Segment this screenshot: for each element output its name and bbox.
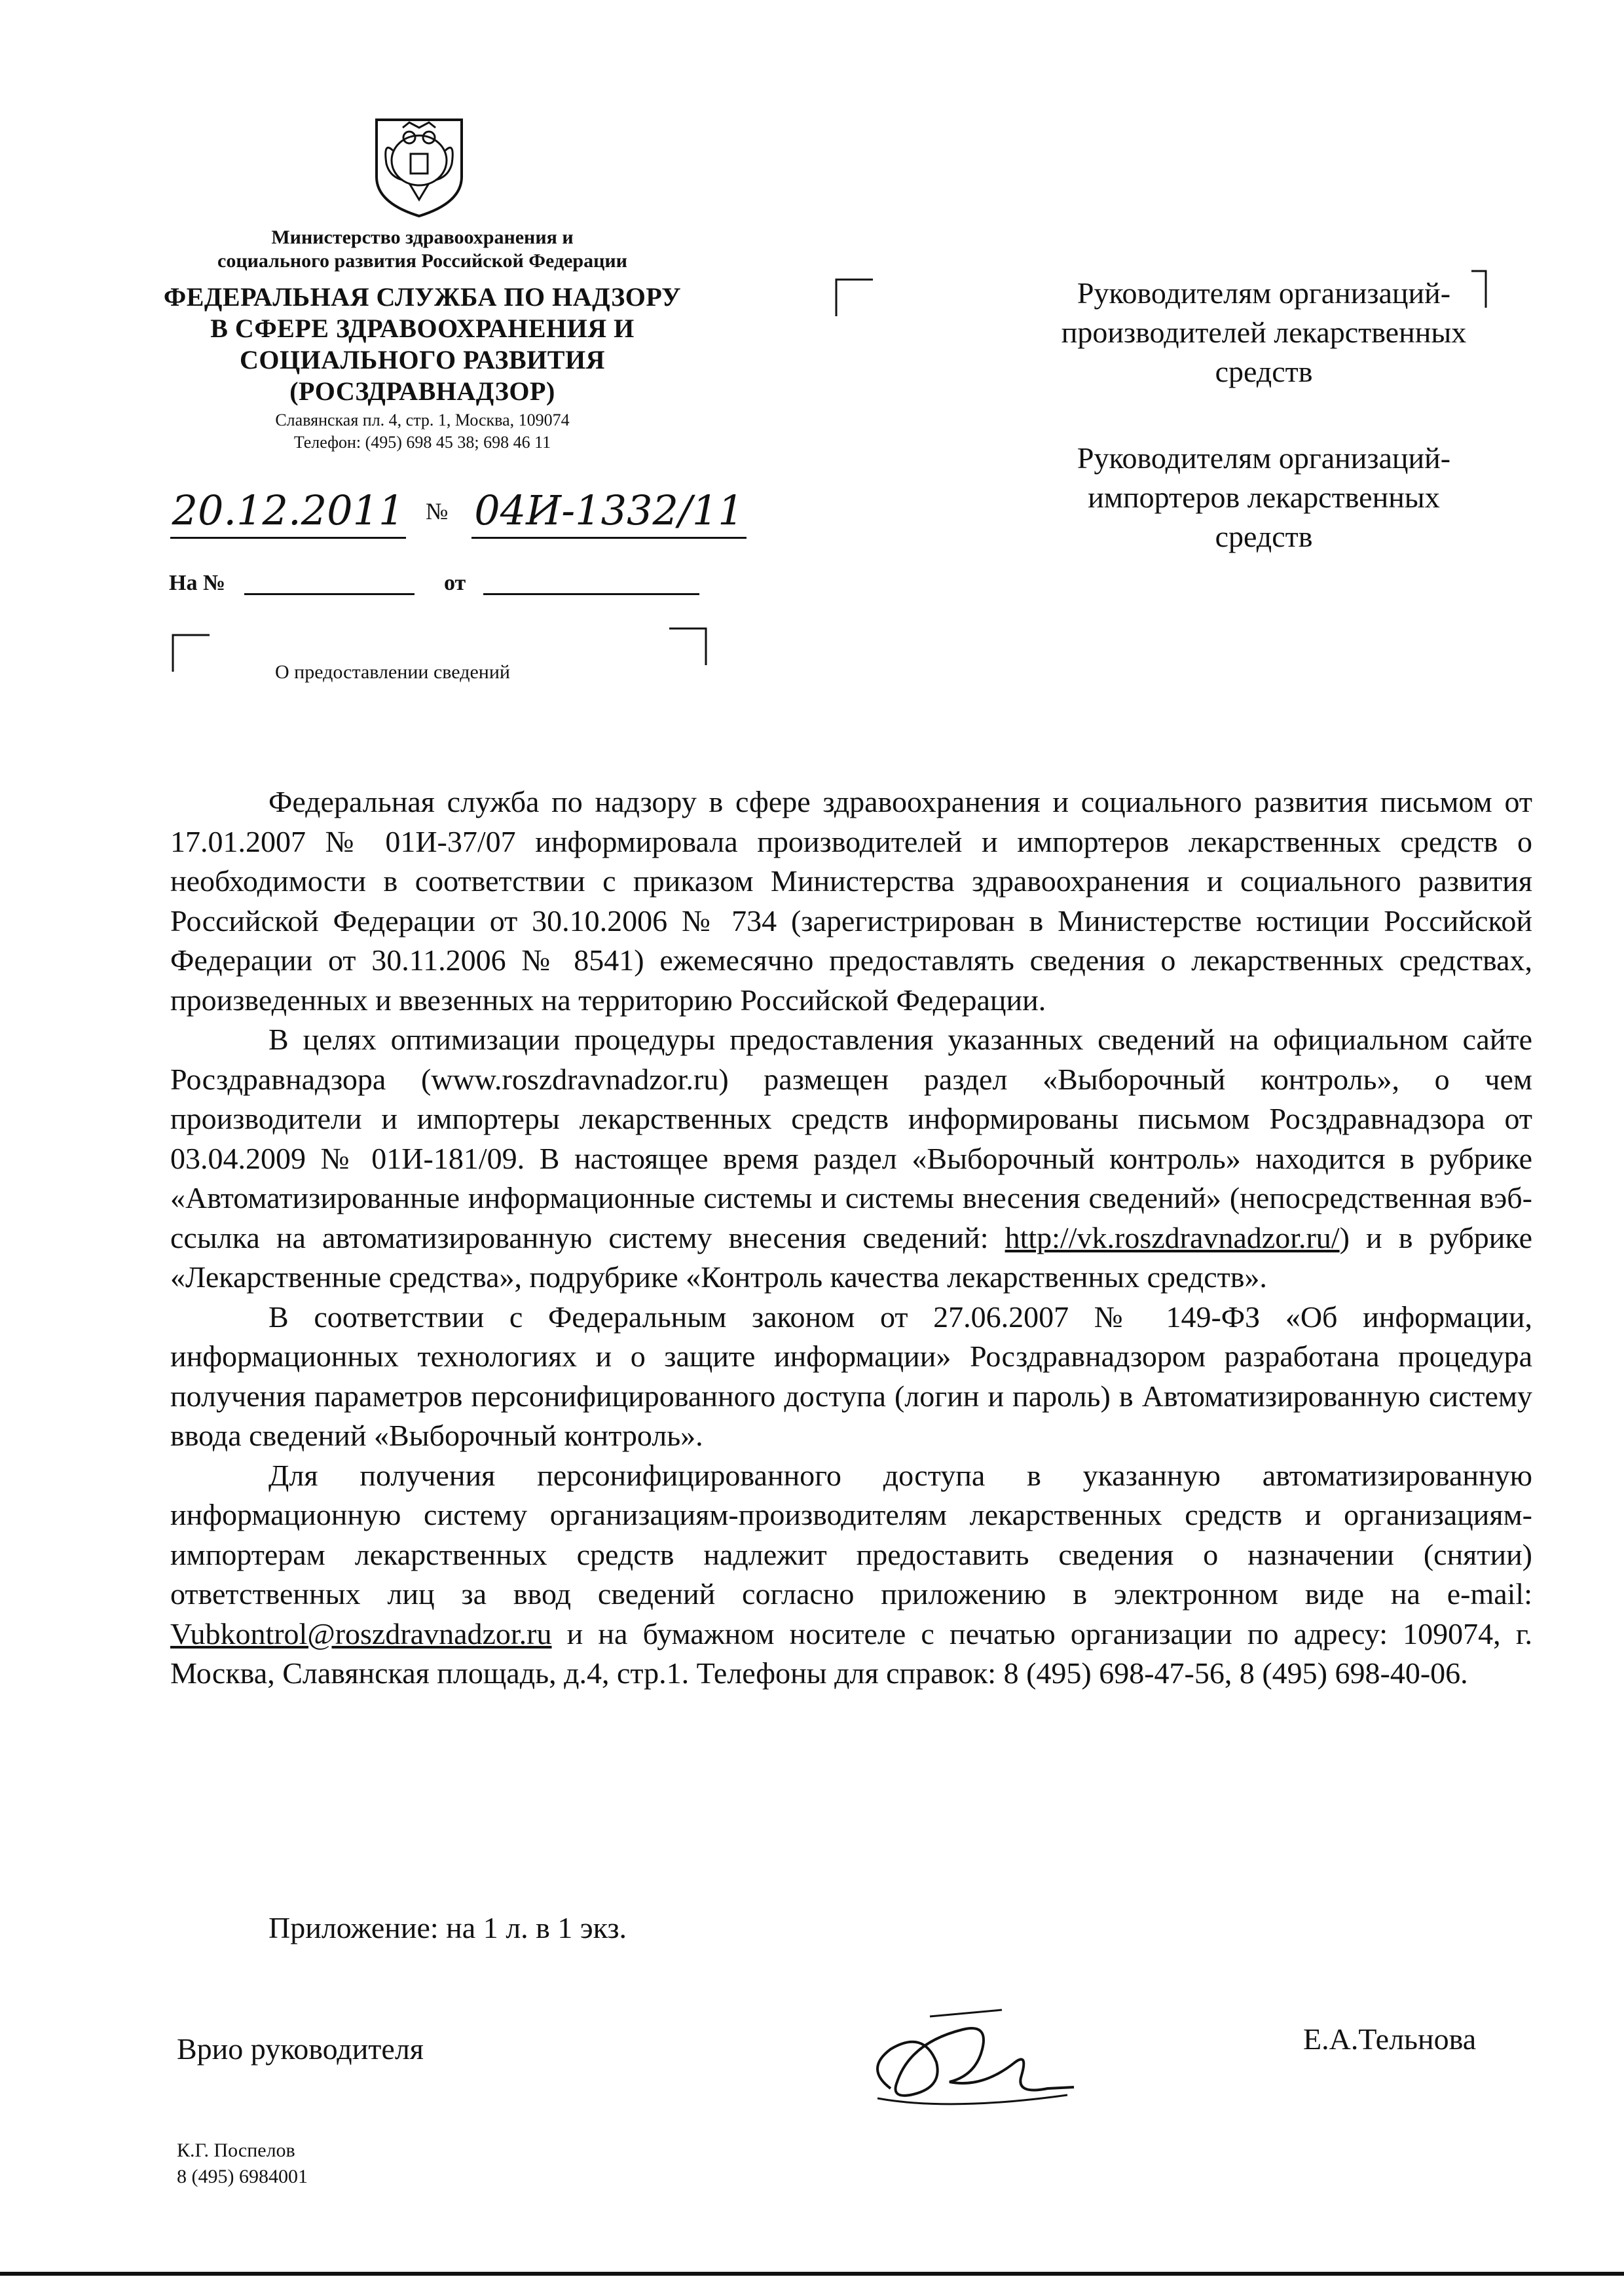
ministry-name — [144, 226, 701, 273]
handwritten-signature — [851, 1990, 1087, 2121]
addressee-1-line-1: Руководителям организаций- — [1077, 276, 1451, 310]
addressee-bracket-left — [835, 278, 874, 318]
paragraph-1: Федеральная служба по надзору в сфере здравоохранения и социального развития письмом от 17.01.2007 № 01И-37/07 информировала производителей и импортеров лекарственных средств о необходимости в соответствии с приказом Министерства здравоохранения и социального развития Российской Федерации от 30.10.2006 № 734 (зарегистрирован в Министерстве юстиции Российской Федерации от 30.11.2006 № 8541) ежемесячно предоставлять сведения о лекарственных средствах, произведенных и ввезенных на территорию Российской Федерации. — [170, 785, 1532, 1017]
addressee-1-line-3: средств — [1215, 355, 1313, 388]
signer-position: Врио руководителя — [177, 2032, 424, 2066]
addressee-1-line-2: производителей лекарственных — [1061, 316, 1467, 349]
service-line-2: В СФЕРЕ ЗДРАВООХРАНЕНИЯ И — [210, 314, 635, 343]
addressee-2-line-2: импортеров лекарственных — [1088, 481, 1440, 514]
addressee-2-line-3: средств — [1215, 520, 1313, 553]
attachment-note: Приложение: на 1 л. в 1 экз. — [268, 1911, 627, 1944]
ref-from-label: от — [444, 571, 466, 595]
ministry-line-2: социального развития Российской Федерации — [217, 250, 627, 272]
phone-line: Телефон: (495) 698 45 38; 698 46 11 — [293, 433, 551, 452]
number-sign: № — [426, 498, 449, 524]
address-line: Славянская пл. 4, стр. 1, Москва, 109074 — [275, 410, 570, 429]
addressee-2-line-1: Руководителям организаций- — [1077, 441, 1451, 475]
letter-body — [170, 782, 1532, 1694]
coat-of-arms-emblem — [363, 115, 475, 219]
bottom-rule — [0, 2272, 1624, 2276]
service-line-4: (РОСЗДРАВНАДЗОР) — [289, 376, 555, 406]
russian-coat-of-arms-icon — [363, 115, 475, 219]
reference-line — [169, 571, 706, 604]
ref-from-blank — [483, 593, 699, 595]
service-address — [144, 409, 701, 454]
addressee-importers — [995, 439, 1532, 556]
paragraph-2-text-b: ) и в рубрике «Лекарственные средства», подрубрике «Контроль качества лекарственных средств». — [170, 1220, 1532, 1294]
subject-bracket-left — [172, 634, 211, 673]
registration-number: 04И-1332/11 — [471, 484, 747, 539]
ref-number-label: На № — [169, 571, 226, 595]
email-link[interactable]: Vubkontrol@roszdravnadzor.ru — [170, 1616, 552, 1650]
paragraph-2 — [170, 1020, 1532, 1298]
paragraph-2-text-a: В целях оптимизации процедуры предоставления указанных сведений на официальном сайте Росздравнадзора (www.roszdravnadzor.ru) размещен раздел «Выборочный контроль», о чем производители и импортеры лекарственных средств информированы письмом Росздравнадзора от 03.04.2009 № 01И-181/09. В настоящее время раздел «Выборочный контроль» находится в рубрике «Автоматизированные информационные системы и системы внесения сведений» (непосредственная вэб-ссылка на автоматизированную систему внесения сведений: — [170, 1023, 1532, 1254]
paragraph-4-text-b: и на бумажном носителе с печатью организации по адресу: 109074, г. Москва, Славянская площадь, д.4, стр.1. Телефоны для справок: 8 (495) 698-47-56, 8 (495) 698-40-06. — [170, 1616, 1532, 1690]
registration-date: 20.12.2011 — [170, 484, 406, 539]
ministry-line-1: Министерство здравоохранения и — [271, 227, 574, 248]
service-line-3: СОЦИАЛЬНОГО РАЗВИТИЯ — [240, 345, 605, 374]
executor-name: К.Г. Поспелов — [177, 2140, 295, 2161]
vk-link[interactable]: http://vk.roszdravnadzor.ru/ — [1005, 1220, 1340, 1254]
executor-phone: 8 (495) 6984001 — [177, 2166, 308, 2187]
ref-number-blank — [244, 593, 415, 595]
service-name — [144, 282, 701, 407]
paragraph-4 — [170, 1456, 1532, 1694]
subject-bracket-right — [668, 627, 707, 666]
executor-info — [177, 2138, 308, 2190]
signer-name: Е.А.Тельнова — [1303, 2022, 1477, 2056]
paragraph-4-text-a: Для получения персонифицированного доступа в указанную автоматизированную информационную систему организациям-производителям лекарственных средств и организациям-импортерам лекарственных средств надлежит предоставить сведения о назначении (снятии) ответственных лиц за ввод сведений согласно приложению в электронном виде на e-mail: — [170, 1458, 1532, 1611]
service-line-1: ФЕДЕРАЛЬНАЯ СЛУЖБА ПО НАДЗОРУ — [163, 282, 682, 312]
registration-line — [170, 484, 786, 543]
letter-subject: О предоставлении сведений — [275, 661, 510, 683]
addressee-manufacturers — [995, 274, 1532, 392]
paragraph-3: В соответствии с Федеральным законом от 27.06.2007 № 149-ФЗ «Об информации, информационных технологиях и о защите информации» Росздравнадзором разработана процедура получения параметров персонифицированного доступа (логин и пароль) в Автоматизированную систему ввода сведений «Выборочный контроль». — [170, 1300, 1532, 1452]
